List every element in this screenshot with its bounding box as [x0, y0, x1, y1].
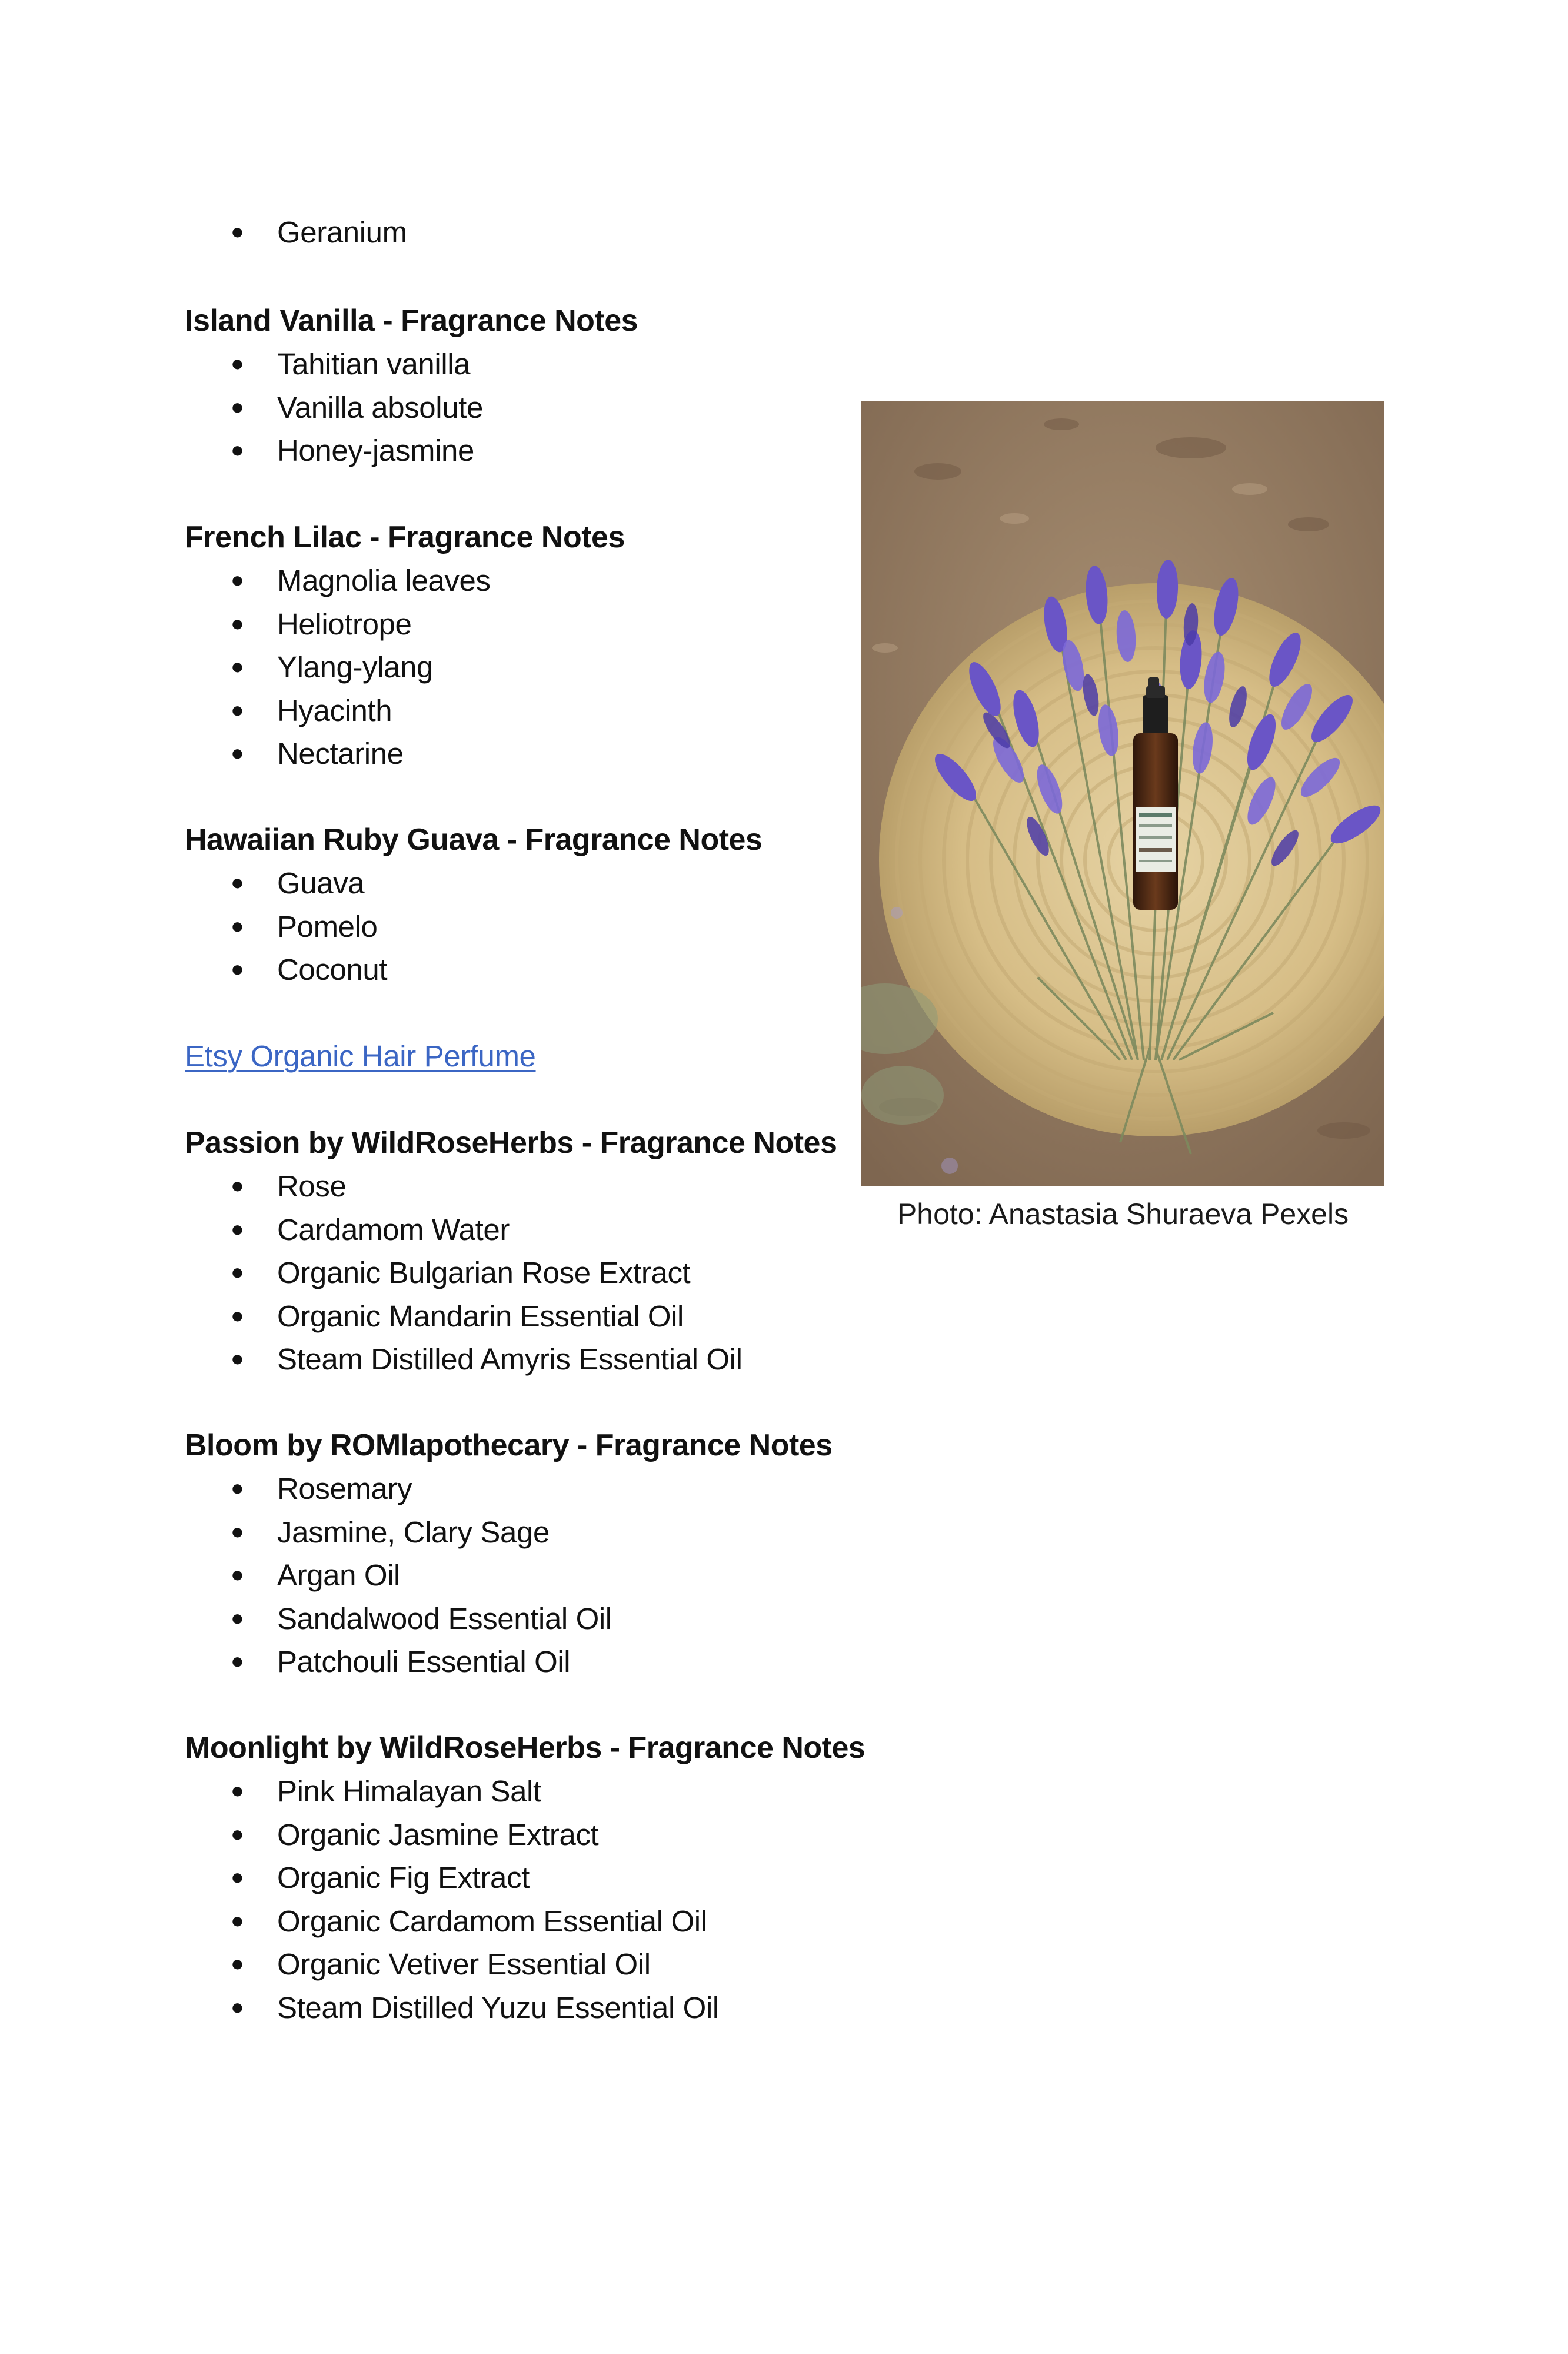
note-text: Tahitian vanilla [277, 347, 471, 381]
note-text: Magnolia leaves [277, 564, 491, 597]
photo-caption: Photo: Anastasia Shuraeva Pexels [897, 1198, 1349, 1231]
section-moonlight [185, 1726, 865, 2029]
bullet-icon: ● [231, 1908, 244, 1933]
note-text: Honey-jasmine [277, 434, 474, 467]
section-bloom [185, 1424, 861, 1684]
note-text: Sandalwood Essential Oil [277, 1601, 612, 1635]
note-item [185, 1597, 861, 1641]
bullet-icon: ● [231, 1303, 244, 1328]
note-text: Pink Himalayan Salt [277, 1774, 541, 1808]
note-item [185, 1251, 861, 1295]
section-heading: Bloom by ROMlapothecary - Fragrance Notes [185, 1428, 833, 1462]
bullet-icon: ● [231, 1346, 244, 1371]
bullet-icon: ● [231, 1865, 244, 1890]
note-text: Guava [277, 866, 365, 900]
note-text: Vanilla absolute [277, 390, 483, 424]
note-text: Jasmine, Clary Sage [277, 1515, 550, 1549]
note-item [185, 1813, 861, 1857]
bullet-icon: ● [231, 351, 244, 376]
bullet-icon: ● [231, 697, 244, 723]
note-item [185, 905, 861, 949]
bullet-icon: ● [231, 1605, 244, 1631]
note-item [185, 1165, 861, 1208]
note-item [185, 948, 861, 992]
note-item [185, 1554, 861, 1597]
note-text: Steam Distilled Yuzu Essential Oil [277, 1990, 719, 2024]
section-heading: Hawaiian Ruby Guava - Fragrance Notes [185, 823, 763, 857]
note-text: Heliotrope [277, 607, 412, 641]
note-item [185, 1338, 861, 1381]
note-text: Organic Bulgarian Rose Extract [277, 1256, 691, 1289]
bullet-icon: ● [231, 913, 244, 939]
note-text: Cardamom Water [277, 1212, 510, 1246]
note-text: Steam Distilled Amyris Essential Oil [277, 1342, 743, 1376]
bullet-icon: ● [231, 611, 244, 636]
bullet-icon: ● [231, 1821, 244, 1847]
lavender-photo [861, 401, 1384, 1186]
section-hawaiian-ruby-guava [185, 818, 861, 992]
note-text: Organic Vetiver Essential Oil [277, 1947, 651, 1981]
bullet-icon: ● [231, 1260, 244, 1285]
note-text: Hyacinth [277, 693, 392, 727]
note-text: Patchouli Essential Oil [277, 1645, 571, 1678]
bullet-icon: ● [231, 1173, 244, 1198]
note-item [185, 646, 861, 689]
note-item [185, 343, 861, 386]
note-item [185, 559, 861, 603]
note-item [185, 1640, 861, 1684]
note-text: Pomelo [277, 909, 378, 943]
section-heading: French Lilac - Fragrance Notes [185, 520, 625, 554]
note-item [185, 211, 861, 254]
note-text: Coconut [277, 953, 388, 986]
note-item [185, 1467, 861, 1511]
note-item [185, 689, 861, 733]
bullet-icon: ● [231, 1994, 244, 2020]
note-text: Geranium [277, 215, 407, 249]
bullet-icon: ● [231, 957, 244, 982]
bullet-icon: ● [231, 1476, 244, 1501]
bullet-icon: ● [231, 1778, 244, 1803]
bullet-icon: ● [231, 1216, 244, 1242]
note-text: Organic Fig Extract [277, 1861, 530, 1894]
note-item [185, 429, 861, 473]
note-text: Ylang-ylang [277, 650, 433, 684]
note-text: Organic Mandarin Essential Oil [277, 1299, 684, 1333]
section-passion [185, 1121, 861, 1381]
bullet-icon: ● [231, 870, 244, 895]
note-item [185, 862, 861, 905]
note-item [185, 1208, 861, 1252]
note-text: Rosemary [277, 1472, 412, 1505]
etsy-organic-hair-perfume-link[interactable]: Etsy Organic Hair Perfume [185, 1039, 536, 1073]
note-item [185, 1856, 861, 1900]
note-item [185, 386, 861, 430]
note-text: Argan Oil [277, 1558, 400, 1592]
note-item [185, 1511, 861, 1554]
bullet-icon: ● [231, 394, 244, 420]
section-heading: Moonlight by WildRoseHerbs - Fragrance Notes [185, 1731, 865, 1765]
carryover-list [185, 211, 861, 254]
note-text: Nectarine [277, 737, 404, 770]
note-text: Rose [277, 1169, 347, 1203]
section-island-vanilla [185, 299, 861, 473]
section-heading: Passion by WildRoseHerbs - Fragrance Notes [185, 1126, 837, 1160]
note-item [185, 1943, 861, 1986]
bullet-icon: ● [231, 568, 244, 593]
bullet-icon: ● [231, 1519, 244, 1544]
lavender-illustration [861, 401, 1384, 1186]
note-item [185, 603, 861, 646]
note-item [185, 1295, 861, 1338]
note-item [185, 1986, 861, 2030]
bullet-icon: ● [231, 1562, 244, 1587]
note-text: Organic Jasmine Extract [277, 1817, 599, 1851]
section-heading: Island Vanilla - Fragrance Notes [185, 304, 638, 338]
bullet-icon: ● [231, 741, 244, 766]
section-french-lilac [185, 516, 861, 776]
bullet-icon: ● [231, 1649, 244, 1674]
bullet-icon: ● [231, 1951, 244, 1976]
note-item [185, 1770, 861, 1813]
note-item [185, 732, 861, 776]
bullet-icon: ● [231, 220, 244, 244]
note-text: Organic Cardamom Essential Oil [277, 1904, 707, 1938]
bullet-icon: ● [231, 654, 244, 679]
bullet-icon: ● [231, 438, 244, 463]
note-item [185, 1900, 861, 1943]
